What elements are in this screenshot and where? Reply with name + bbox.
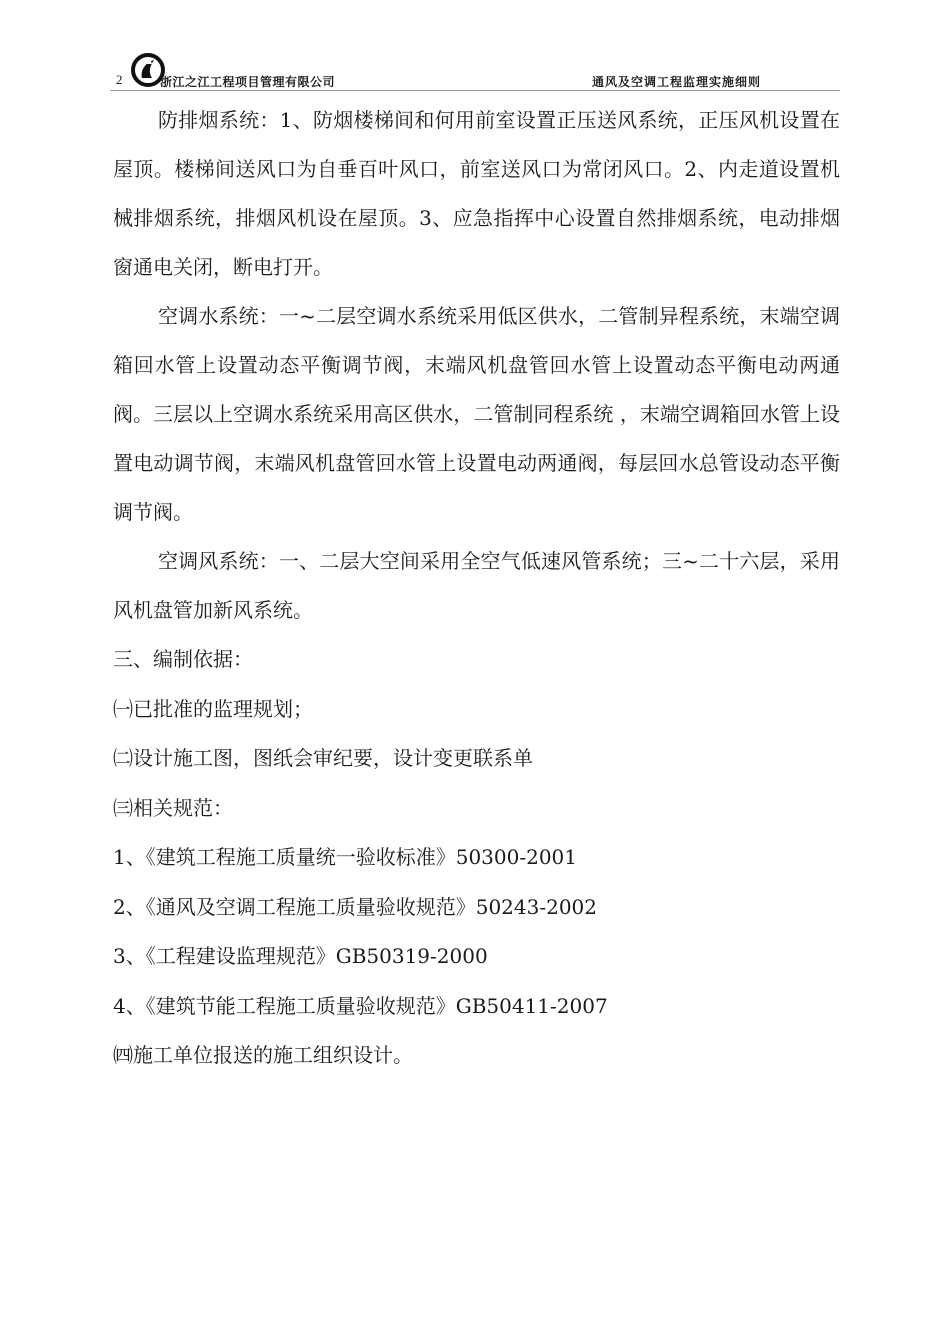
document-body: [113, 96, 840, 1081]
list-item: ㈡设计施工图，图纸会审纪要，设计变更联系单: [113, 746, 533, 770]
list-item: 2、《通风及空调工程施工质量验收规范》50243-2002: [113, 894, 598, 919]
list-item: ㈠已批准的监理规划；: [113, 696, 313, 721]
list-item: 3、《工程建设监理规范》GB50319-2000: [113, 944, 488, 968]
page-header: [110, 52, 840, 92]
paragraph-ac-water: 空调水系统：一~二层空调水系统采用低区供水，二管制异程系统，末端空调箱回水管上设置动态平衡调节阀，末端风机盘管回水管上设置动态平衡电动两通阀。三层以上空调水系统采用高区供水，二管制同程系统 ，末端空调箱回水管上设置电动调节阀，末端风机盘管回水管上设置电动两通阀，每层回水总管设动态平衡调节阀。: [113, 304, 840, 524]
section-heading: 三、编制依据：: [113, 647, 253, 671]
list-item: 4、《建筑节能工程施工质量验收规范》GB50411-2007: [113, 993, 608, 1018]
paragraph-smoke-exhaust: 防排烟系统：1、防烟楼梯间和何用前室设置正压送风系统，正压风机设置在屋顶。楼梯间送风口为自垂百叶风口，前室送风口为常闭风口。2、内走道设置机械排烟系统，排烟风机设在屋顶。3、应急指挥中心设置自然排烟系统，电动排烟窗通电关闭，断电打开。: [113, 108, 840, 279]
paragraph-ac-air: 空调风系统：一、二层大空间采用全空气低速风管系统；三~二十六层，采用风机盘管加新风系统。: [113, 549, 840, 622]
header-divider: [110, 90, 840, 91]
page-number: 2: [116, 72, 123, 87]
list-item: ㈣施工单位报送的施工组织设计。: [113, 1043, 413, 1067]
list-item: ㈢相关规范：: [113, 795, 233, 820]
document-title: 通风及空调工程监理实施细则: [592, 75, 762, 89]
company-name: 浙江之江工程项目管理有限公司: [160, 75, 336, 89]
list-item: 1、《建筑工程施工质量统一验收标准》50300-2001: [113, 845, 578, 869]
